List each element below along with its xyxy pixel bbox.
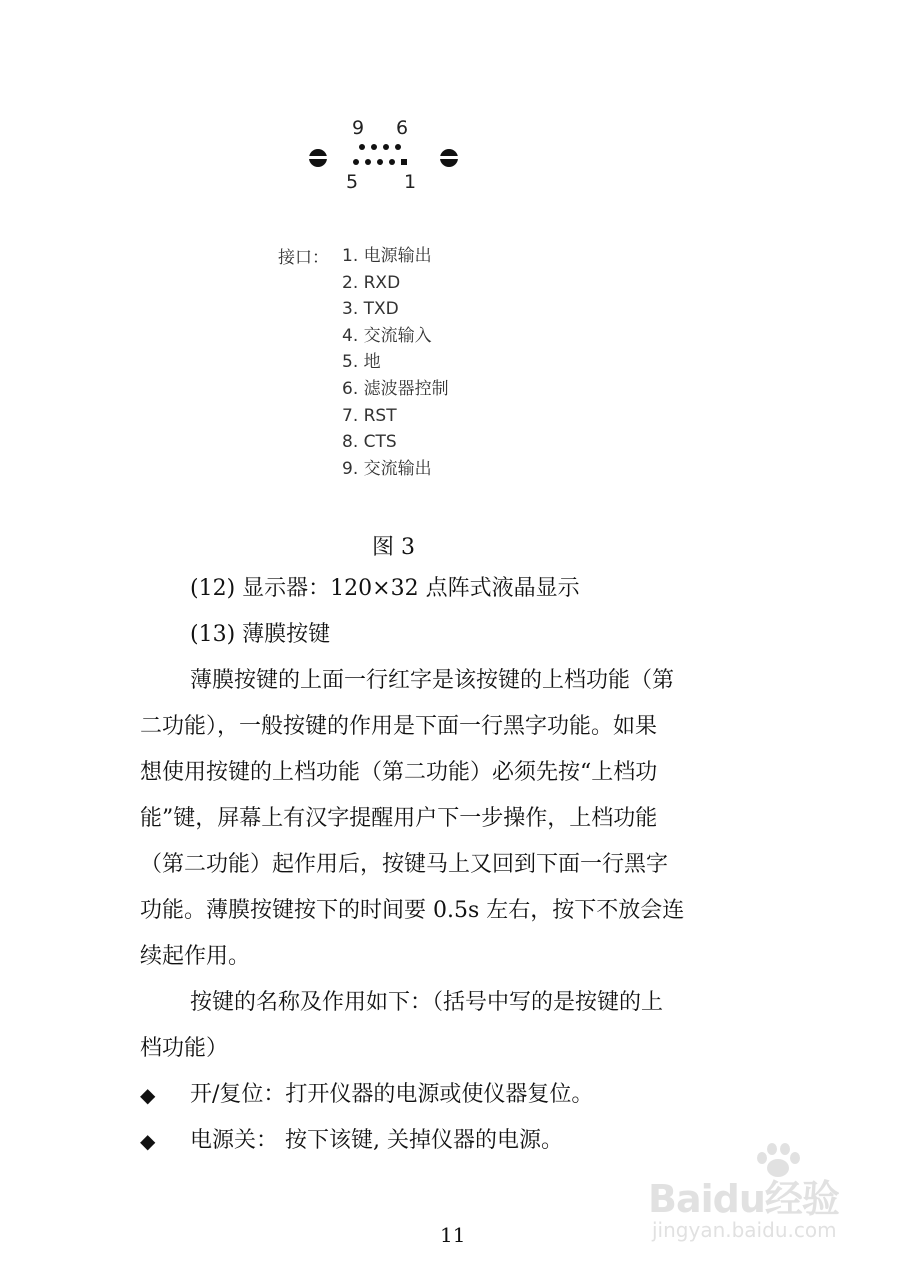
paragraph-line: 薄膜按键的上面一行红字是该按键的上档功能（第 bbox=[190, 668, 675, 693]
watermark-url: jingyan.baidu.com bbox=[652, 1218, 837, 1242]
paragraph-line: （第二功能）起作用后，按键马上又回到下面一行黑字 bbox=[140, 852, 669, 877]
page-number: 11 bbox=[440, 1223, 466, 1247]
paragraph-line: 续起作用。 bbox=[140, 944, 251, 969]
pin-item: 7. RST bbox=[342, 405, 397, 426]
paragraph-line: 二功能），一般按键的作用是下面一行黑字功能。如果 bbox=[140, 714, 658, 739]
paragraph-line: 能”键，屏幕上有汉字提醒用户下一步操作，上档功能 bbox=[140, 806, 658, 831]
pin-item: 6. 滤波器控制 bbox=[342, 378, 449, 399]
paragraph-line: 功能。薄膜按键按下的时间要 0.5s 左右，按下不放会连 bbox=[140, 898, 685, 923]
pin-list bbox=[342, 243, 449, 482]
bullet-item-power-reset bbox=[140, 1072, 780, 1118]
bullet-text: 开/复位：打开仪器的电源或使仪器复位。 bbox=[190, 1082, 594, 1107]
section-item-13: (13) 薄膜按键 bbox=[190, 622, 331, 647]
pin-label-1: 1 bbox=[404, 171, 417, 193]
figure-caption: 图 3 bbox=[372, 535, 415, 560]
pin-label-6: 6 bbox=[396, 117, 409, 139]
document-body bbox=[140, 566, 780, 1164]
pin-label-5: 5 bbox=[346, 171, 359, 193]
connector-pins-graphic bbox=[300, 115, 470, 195]
interface-label: 接口： bbox=[278, 248, 329, 268]
pin-item: 5. 地 bbox=[342, 352, 381, 373]
paragraph-line: 按键的名称及作用如下：（括号中写的是按键的上 bbox=[190, 990, 664, 1015]
pin-item: 4. 交流输入 bbox=[342, 325, 432, 346]
pin-item: 8. CTS bbox=[342, 432, 397, 453]
paragraph-line: 想使用按键的上档功能（第二功能）必须先按“上档功 bbox=[140, 760, 658, 785]
diamond-bullet-icon: ◆ bbox=[140, 1083, 156, 1107]
connector-diagram bbox=[300, 115, 470, 195]
pin-item: 9. 交流输出 bbox=[342, 458, 432, 479]
pin-label-9: 9 bbox=[352, 117, 365, 139]
watermark-brand: Baidu经验 bbox=[648, 1177, 839, 1221]
bullet-text: 电源关： 按下该键, 关掉仪器的电源。 bbox=[190, 1128, 563, 1153]
pin-item: 1. 电源输出 bbox=[342, 246, 432, 266]
baidu-watermark bbox=[648, 1140, 898, 1260]
paragraph-line: 档功能） bbox=[140, 1036, 229, 1061]
section-item-12: (12) 显示器：120×32 点阵式液晶显示 bbox=[190, 576, 580, 601]
pin-item: 3. TXD bbox=[342, 299, 399, 320]
pin-item: 2. RXD bbox=[342, 272, 401, 293]
paragraph-membrane-keys bbox=[140, 658, 780, 980]
diamond-bullet-icon: ◆ bbox=[140, 1129, 156, 1153]
paragraph-key-names bbox=[140, 980, 780, 1072]
